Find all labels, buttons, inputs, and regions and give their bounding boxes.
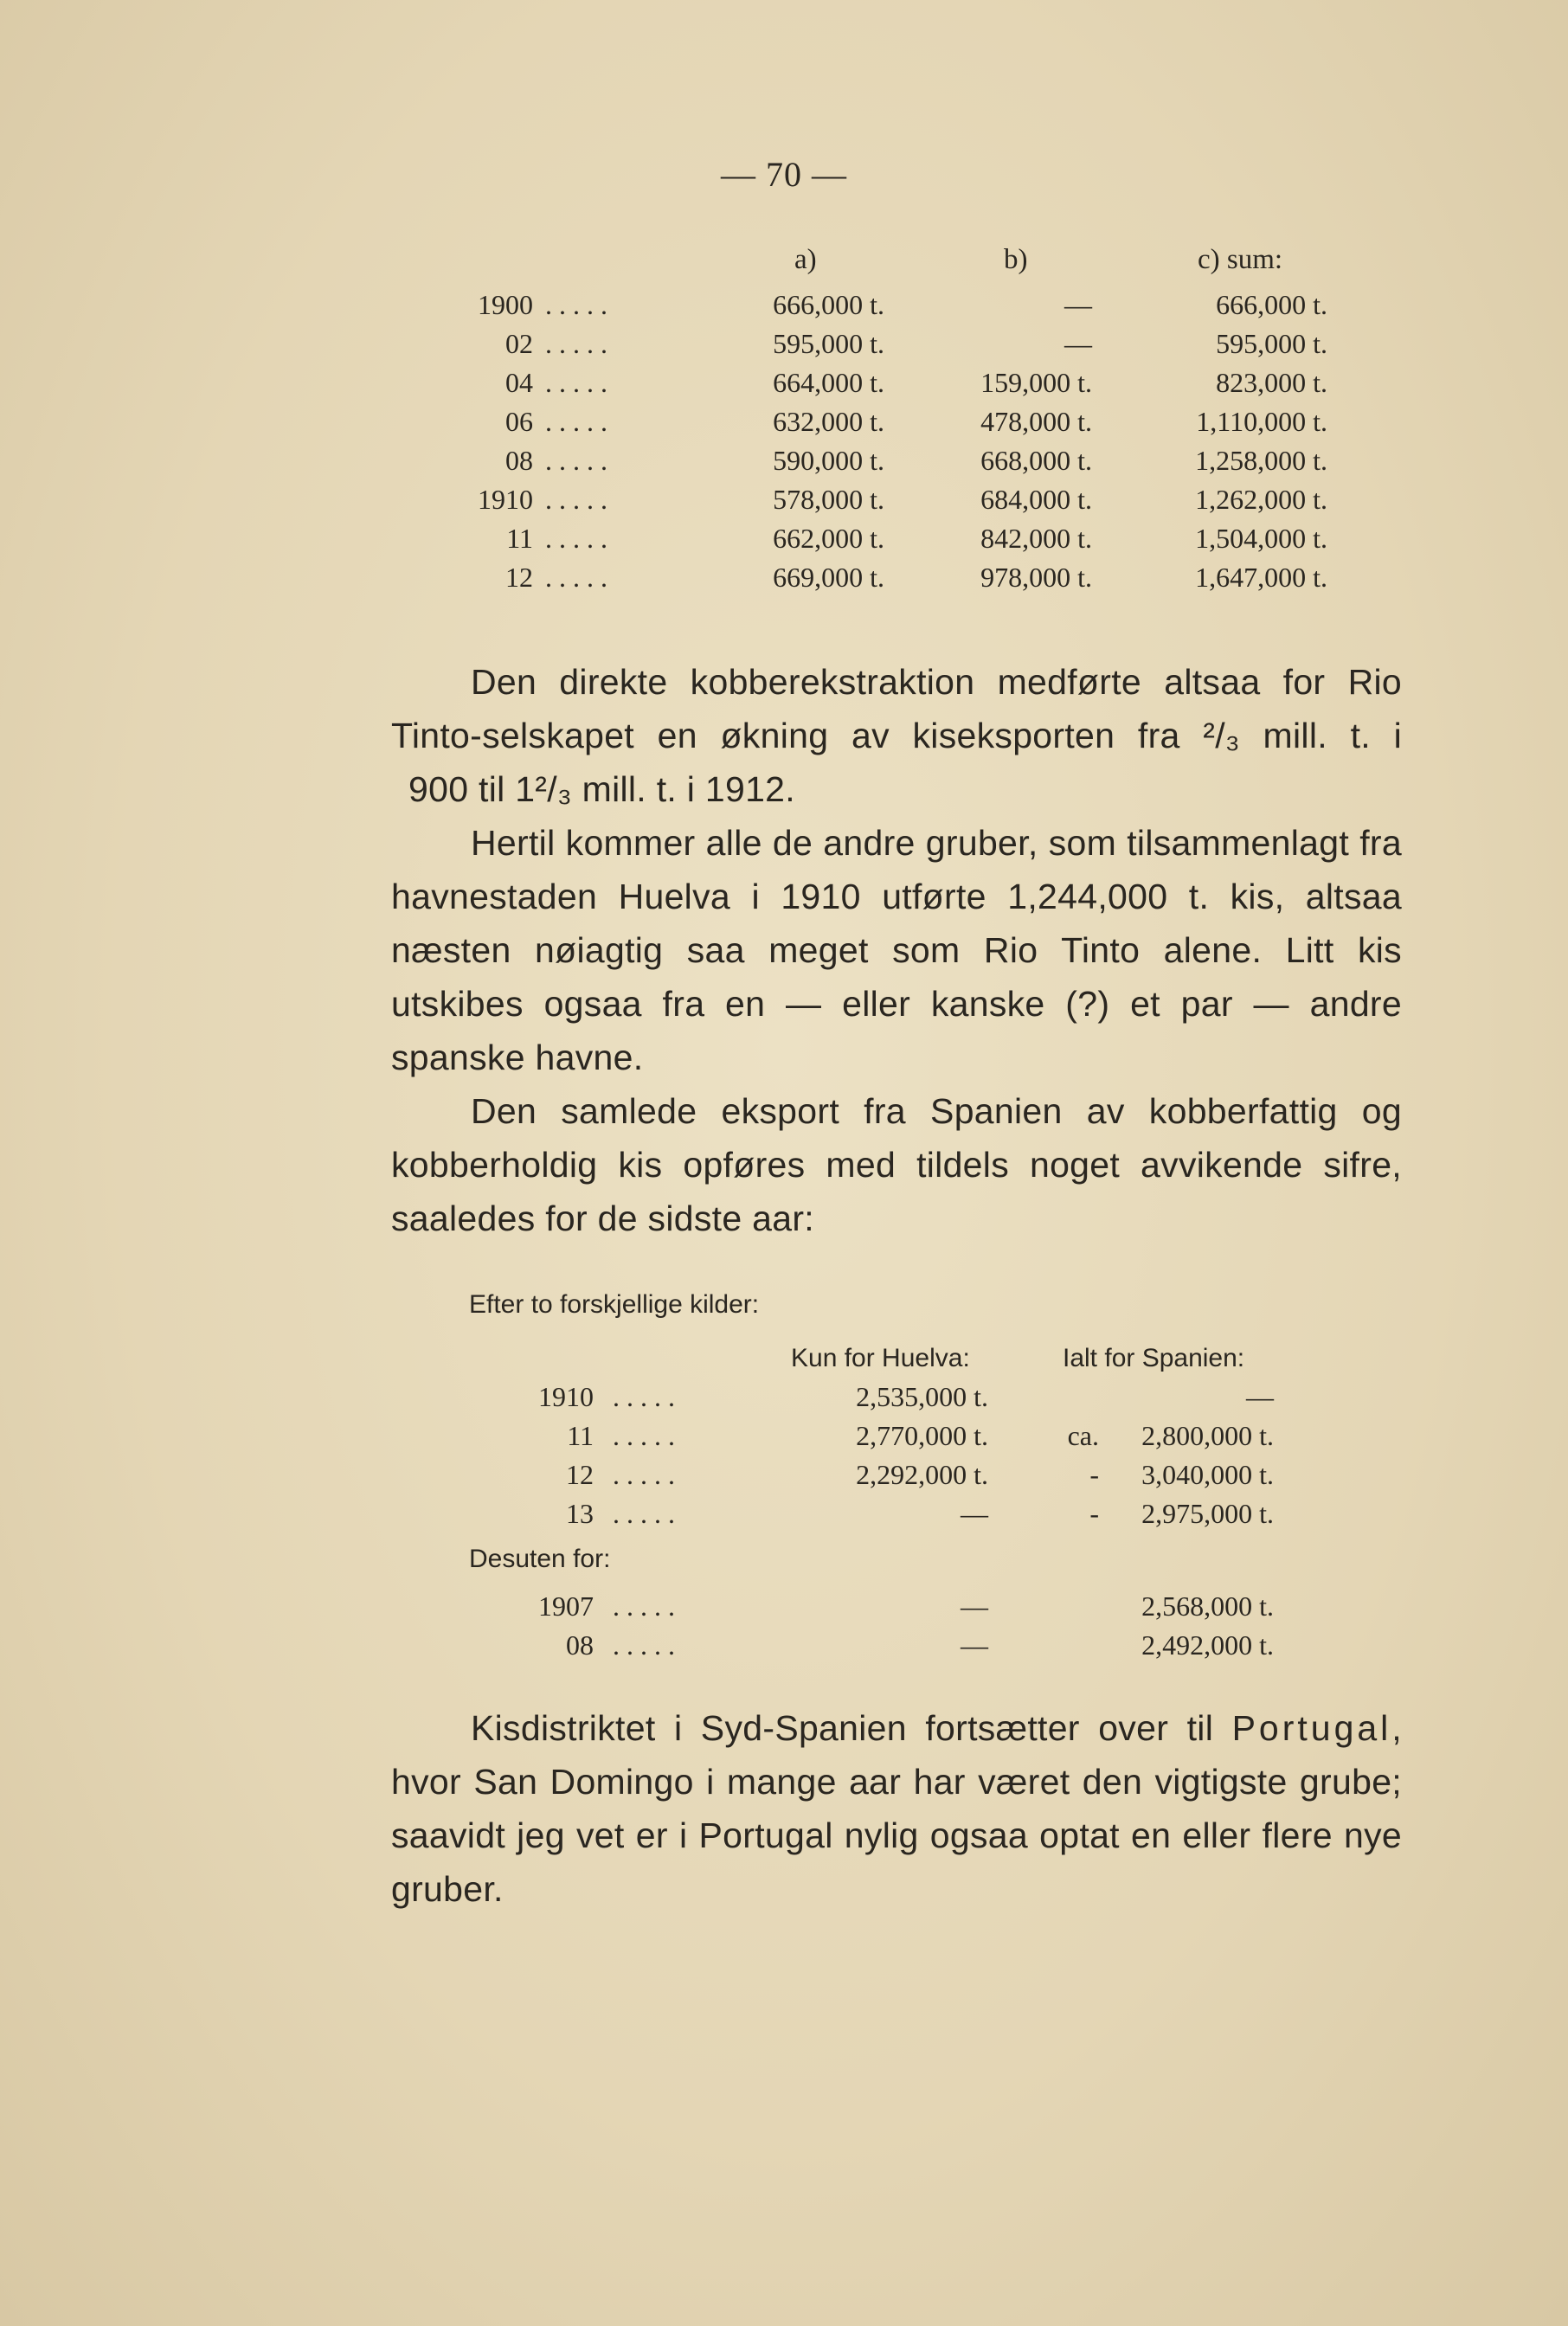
row-dots: . . . . . (545, 406, 607, 437)
row-year: 11 (506, 523, 533, 554)
row-value-c: 1,110,000 t. (1196, 406, 1327, 437)
row-value-huelva: — (961, 1498, 988, 1529)
row-year: 02 (505, 328, 533, 359)
row-value-a: 595,000 t. (773, 328, 884, 359)
row-value-c: 823,000 t. (1216, 367, 1327, 398)
paragraph-1-line-1: Den direkte kobberekstraktion medførte altsaa for Rio (471, 662, 1402, 702)
table-row (0, 324, 1568, 363)
row-value-huelva: 2,535,000 t. (856, 1381, 988, 1412)
column-header-b: b) (1004, 244, 1028, 275)
row-year: 1910 (478, 484, 533, 515)
row-value-c: 1,647,000 t. (1195, 562, 1327, 593)
row-value-b: 842,000 t. (980, 523, 1092, 554)
row-value-c: 1,504,000 t. (1195, 523, 1327, 554)
row-year: 13 (566, 1498, 594, 1529)
row-value-a: 662,000 t. (773, 523, 884, 554)
row-year: 08 (566, 1629, 594, 1661)
row-value-huelva: — (961, 1629, 988, 1661)
table-1-header (0, 241, 1568, 279)
paragraph-2 (391, 816, 1402, 1084)
table-row (0, 402, 1568, 440)
row-value-huelva: 2,292,000 t. (856, 1459, 988, 1490)
row-value-b: 978,000 t. (980, 562, 1092, 593)
table-row (0, 480, 1568, 518)
row-value-a: 578,000 t. (773, 484, 884, 515)
row-prefix: ca. (1067, 1420, 1099, 1451)
row-value-a: 632,000 t. (773, 406, 884, 437)
column-header-c: c) sum: (1198, 244, 1283, 275)
paragraph-3-text: Den samlede eksport fra Spanien av kobberfattig og kobberholdig kis opføres med tildels noget avvikende sifre, saaledes for de sidste aar: (391, 1091, 1402, 1238)
row-prefix: - (1089, 1498, 1099, 1529)
table-row (0, 1455, 1568, 1494)
table-row (0, 441, 1568, 479)
column-header-a: a) (794, 244, 817, 275)
row-value-a: 664,000 t. (773, 367, 884, 398)
row-year: 08 (505, 445, 533, 476)
row-dots: . . . . . (613, 1459, 675, 1490)
column-header-huelva: Kun for Huelva: (791, 1344, 970, 1372)
paragraph-1-line-2: Tinto-selskapet en økning av kiseksporten fra ²/₃ mill. t. i (391, 716, 1402, 755)
row-dots: . . . . . (613, 1498, 675, 1529)
paragraph-3 (391, 1084, 1402, 1245)
row-value-spain: 2,568,000 t. (1141, 1590, 1274, 1622)
page-number: — 70 — (721, 155, 847, 194)
row-value-b: 478,000 t. (980, 406, 1092, 437)
row-dots: . . . . . (613, 1381, 675, 1412)
row-prefix: - (1089, 1459, 1099, 1490)
row-dots: . . . . . (613, 1420, 675, 1451)
table-row (0, 1378, 1568, 1416)
table-row (0, 286, 1568, 324)
row-year: 11 (567, 1420, 594, 1451)
row-value-b: 684,000 t. (980, 484, 1092, 515)
row-value-b: 159,000 t. (980, 367, 1092, 398)
table-row (0, 519, 1568, 557)
paragraph-4-text-before: Kisdistriktet i Syd-Spanien fortsætter over til (471, 1708, 1232, 1748)
row-year: 04 (505, 367, 533, 398)
paragraph-4 (391, 1701, 1402, 1916)
row-year: 06 (505, 406, 533, 437)
paragraph-1 (391, 655, 1402, 816)
desuten-label: Desuten for: (469, 1545, 611, 1573)
row-value-spain: — (1246, 1381, 1274, 1412)
row-value-huelva: — (961, 1590, 988, 1622)
table-row (0, 1626, 1568, 1664)
row-value-b: 668,000 t. (980, 445, 1092, 476)
row-dots: . . . . . (545, 445, 607, 476)
row-value-a: 590,000 t. (773, 445, 884, 476)
paragraph-4-text-after: , hvor San Domingo i mange aar har været den vigtigste grube; saavidt jeg vet er i Portugal nylig ogsaa optat en eller flere nye gruber. (391, 1708, 1402, 1909)
paragraph-4-text (391, 1701, 1402, 1916)
row-dots: . . . . . (545, 367, 607, 398)
row-dots: . . . . . (545, 562, 607, 593)
table-row (0, 1587, 1568, 1625)
row-value-c: 1,258,000 t. (1195, 445, 1327, 476)
row-year: 1907 (538, 1590, 594, 1622)
row-value-spain: 2,975,000 t. (1141, 1498, 1274, 1529)
paragraph-2-text: Hertil kommer alle de andre gruber, som tilsammenlagt fra havnestaden Huelva i 1910 utførte 1,244,000 t. kis, altsaa næsten nøiagtig saa meget som Rio Tinto alene. Litt kis utskibes ogsaa fra en — eller kanske (?) et par — andre spanske havne. (391, 823, 1402, 1077)
table-2-intro: Efter to forskjellige kilder: (469, 1290, 760, 1319)
table-row (0, 1494, 1568, 1532)
table-2-header (0, 1340, 1568, 1378)
portugal-spaced: Portugal (1231, 1708, 1392, 1748)
row-value-a: 669,000 t. (773, 562, 884, 593)
row-value-c: 1,262,000 t. (1195, 484, 1327, 515)
row-value-huelva: 2,770,000 t. (856, 1420, 988, 1451)
row-year: 1900 (478, 289, 533, 320)
row-value-a: 666,000 t. (773, 289, 884, 320)
table-row (0, 1417, 1568, 1455)
table-row (0, 558, 1568, 596)
paragraph-1-line-3: 900 til 1²/₃ mill. t. i 1912. (408, 769, 795, 809)
row-dots: . . . . . (545, 328, 607, 359)
row-value-b: — (1064, 328, 1092, 359)
row-dots: . . . . . (613, 1590, 675, 1622)
row-value-spain: 2,800,000 t. (1141, 1420, 1274, 1451)
row-year: 12 (566, 1459, 594, 1490)
row-year: 1910 (538, 1381, 594, 1412)
row-dots: . . . . . (545, 523, 607, 554)
row-dots: . . . . . (545, 484, 607, 515)
row-value-spain: 2,492,000 t. (1141, 1629, 1274, 1661)
column-header-spain: Ialt for Spanien: (1063, 1344, 1245, 1372)
row-value-b: — (1064, 289, 1092, 320)
table-row (0, 363, 1568, 402)
row-year: 12 (505, 562, 533, 593)
row-dots: . . . . . (545, 289, 607, 320)
row-value-spain: 3,040,000 t. (1141, 1459, 1274, 1490)
row-value-c: 595,000 t. (1216, 328, 1327, 359)
row-dots: . . . . . (613, 1629, 675, 1661)
row-value-c: 666,000 t. (1216, 289, 1327, 320)
